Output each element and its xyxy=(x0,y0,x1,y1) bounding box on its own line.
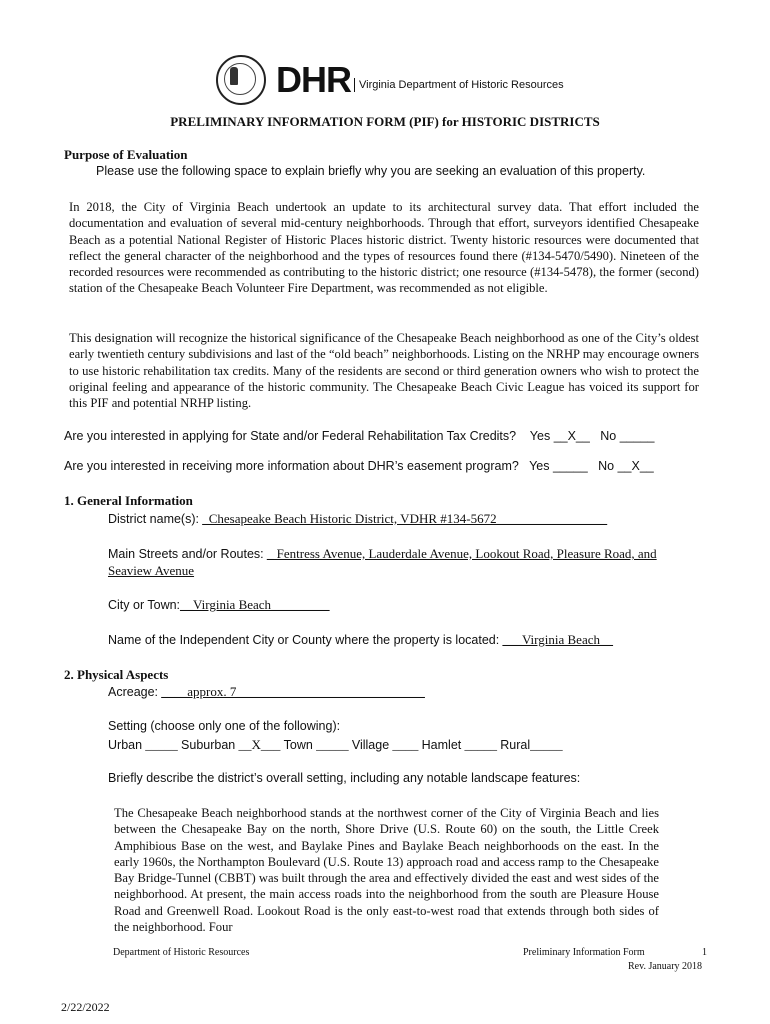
purpose-paragraph-1: In 2018, the City of Virginia Beach undertook an update to its architectural survey data. That effort included the documentation and evaluation of several mid-century neighborhoods. Through that effort, surveyors identified Chesapeake Beach as a potential National Register of Historic Places historic district. Twenty historic resources were documented that reflect the general character of the neighborhood and the types of resources found there (#134-5470/5490). Nineteen of the recorded resources were recommended as contributing to the historic district; one resource (#134-5478), the former (second) station of the Chesapeake Beach Volunteer Fire Department, was recommended as not eligible. xyxy=(69,200,699,296)
easement-question: Are you interested in receiving more information about DHR’s easement program? Yes _____ No __X__ xyxy=(64,459,654,473)
setting-hamlet-field[interactable]: _____ xyxy=(464,737,497,752)
footer-right: Preliminary Information Form xyxy=(523,947,645,958)
logo-text: DHR xyxy=(276,59,351,100)
acreage-row: Acreage: ____approx. 7_____________________________ xyxy=(108,684,425,699)
acreage-field[interactable]: ____approx. 7_____________________________ xyxy=(161,684,425,699)
easement-yes-answer[interactable]: _____ xyxy=(552,459,588,473)
revision: Rev. January 2018 xyxy=(628,961,703,972)
form-title: PRELIMINARY INFORMATION FORM (PIF) for HISTORIC DISTRICTS xyxy=(170,114,600,129)
streets-field[interactable]: _ Fentress Avenue, Lauderdale Avenue, Lookout Road, Pleasure Road, and xyxy=(266,546,657,561)
physical-heading: 2. Physical Aspects xyxy=(64,667,169,682)
setting-describe-prompt: Briefly describe the district’s overall setting, including any notable landscape features: xyxy=(108,771,581,785)
district-name-field[interactable]: _Chesapeake Beach Historic District, VDHR #134-5672_________________ xyxy=(202,511,608,526)
easement-no-answer[interactable]: __X__ xyxy=(617,459,654,473)
setting-village-field[interactable]: ____ xyxy=(392,737,419,752)
dhr-logo xyxy=(216,55,564,105)
purpose-instruction: Please use the following space to explain briefly why you are seeking an evaluation of this property. xyxy=(96,164,646,178)
purpose-paragraph-2: This designation will recognize the historical significance of the Chesapeake Beach neighborhood as one of the City’s oldest early twentieth century subdivisions and last of the “old beach” neighborhoods. Listing on the NRHP may encourage owners to use historic rehabilitation tax credits. Many of the residents are second or third generation owners who wish to protect the original feeling and appearance of the historic community. The Chesapeake Beach Civic League has voiced its support for this PIF and potential NRHP listing. xyxy=(69,331,699,411)
tax-credit-no-answer[interactable]: _____ xyxy=(619,429,655,443)
county-row: Name of the Independent City or County where the property is located: ___Virginia Beach__ xyxy=(108,632,613,647)
page-number: 1 xyxy=(702,947,707,958)
setting-rural-field[interactable]: _____ xyxy=(530,737,563,752)
city-field[interactable]: __Virginia Beach_________ xyxy=(180,597,330,612)
streets-row: Main Streets and/or Routes: _ Fentress Avenue, Lauderdale Avenue, Lookout Road, Pleasure Road, and xyxy=(108,546,657,561)
setting-description: The Chesapeake Beach neighborhood stands at the northwest corner of the City of Virginia Beach and lies between the Chesapeake Bay on the north, Shore Drive (U.S. Route 60) on the south, the Little Creek Amphibious Base on the west, and Baylake Pines and Baylake Beach neighborhoods on the east. In the early 1960s, the Northampton Boulevard (U.S. Route 13) approach road and access ramp to the Chesapeake Bay Bridge-Tunnel (CBBT) was built through the area and effectively divided the east and west sides of the neighborhood. At present, the main access roads into the neighborhood from the south are Pleasure House Road and Greenwell Road. Lookout Road is the only east-to-west road that extends through both sides of the neighborhood. Four xyxy=(114,806,659,935)
streets-field-continued[interactable]: Seaview Avenue xyxy=(108,563,195,578)
setting-urban-field[interactable]: _____ xyxy=(145,737,178,752)
setting-town-field[interactable]: _____ xyxy=(316,737,349,752)
setting-suburban-field[interactable]: __X___ xyxy=(238,737,281,752)
purpose-heading: Purpose of Evaluation xyxy=(64,147,188,162)
department-name: Virginia Department of Historic Resources xyxy=(354,78,564,92)
city-row: City or Town:__Virginia Beach_________ xyxy=(108,597,330,612)
county-field[interactable]: ___Virginia Beach__ xyxy=(502,632,613,647)
tax-credit-yes-answer[interactable]: __X__ xyxy=(553,429,590,443)
district-name-row: District name(s): _Chesapeake Beach Historic District, VDHR #134-5672_________________ xyxy=(108,511,608,526)
setting-label: Setting (choose only one of the following): xyxy=(108,719,341,733)
print-date: 2/22/2022 xyxy=(61,1000,110,1014)
virginia-seal-icon xyxy=(216,55,266,105)
tax-credit-question: Are you interested in applying for State and/or Federal Rehabilitation Tax Credits? Yes __X__ No _____ xyxy=(64,429,655,443)
general-heading: 1. General Information xyxy=(64,493,193,508)
setting-options: Urban _____ Suburban __X___ Town _____ Village ____ Hamlet _____ Rural_____ xyxy=(108,737,563,752)
footer-left: Department of Historic Resources xyxy=(113,947,250,958)
